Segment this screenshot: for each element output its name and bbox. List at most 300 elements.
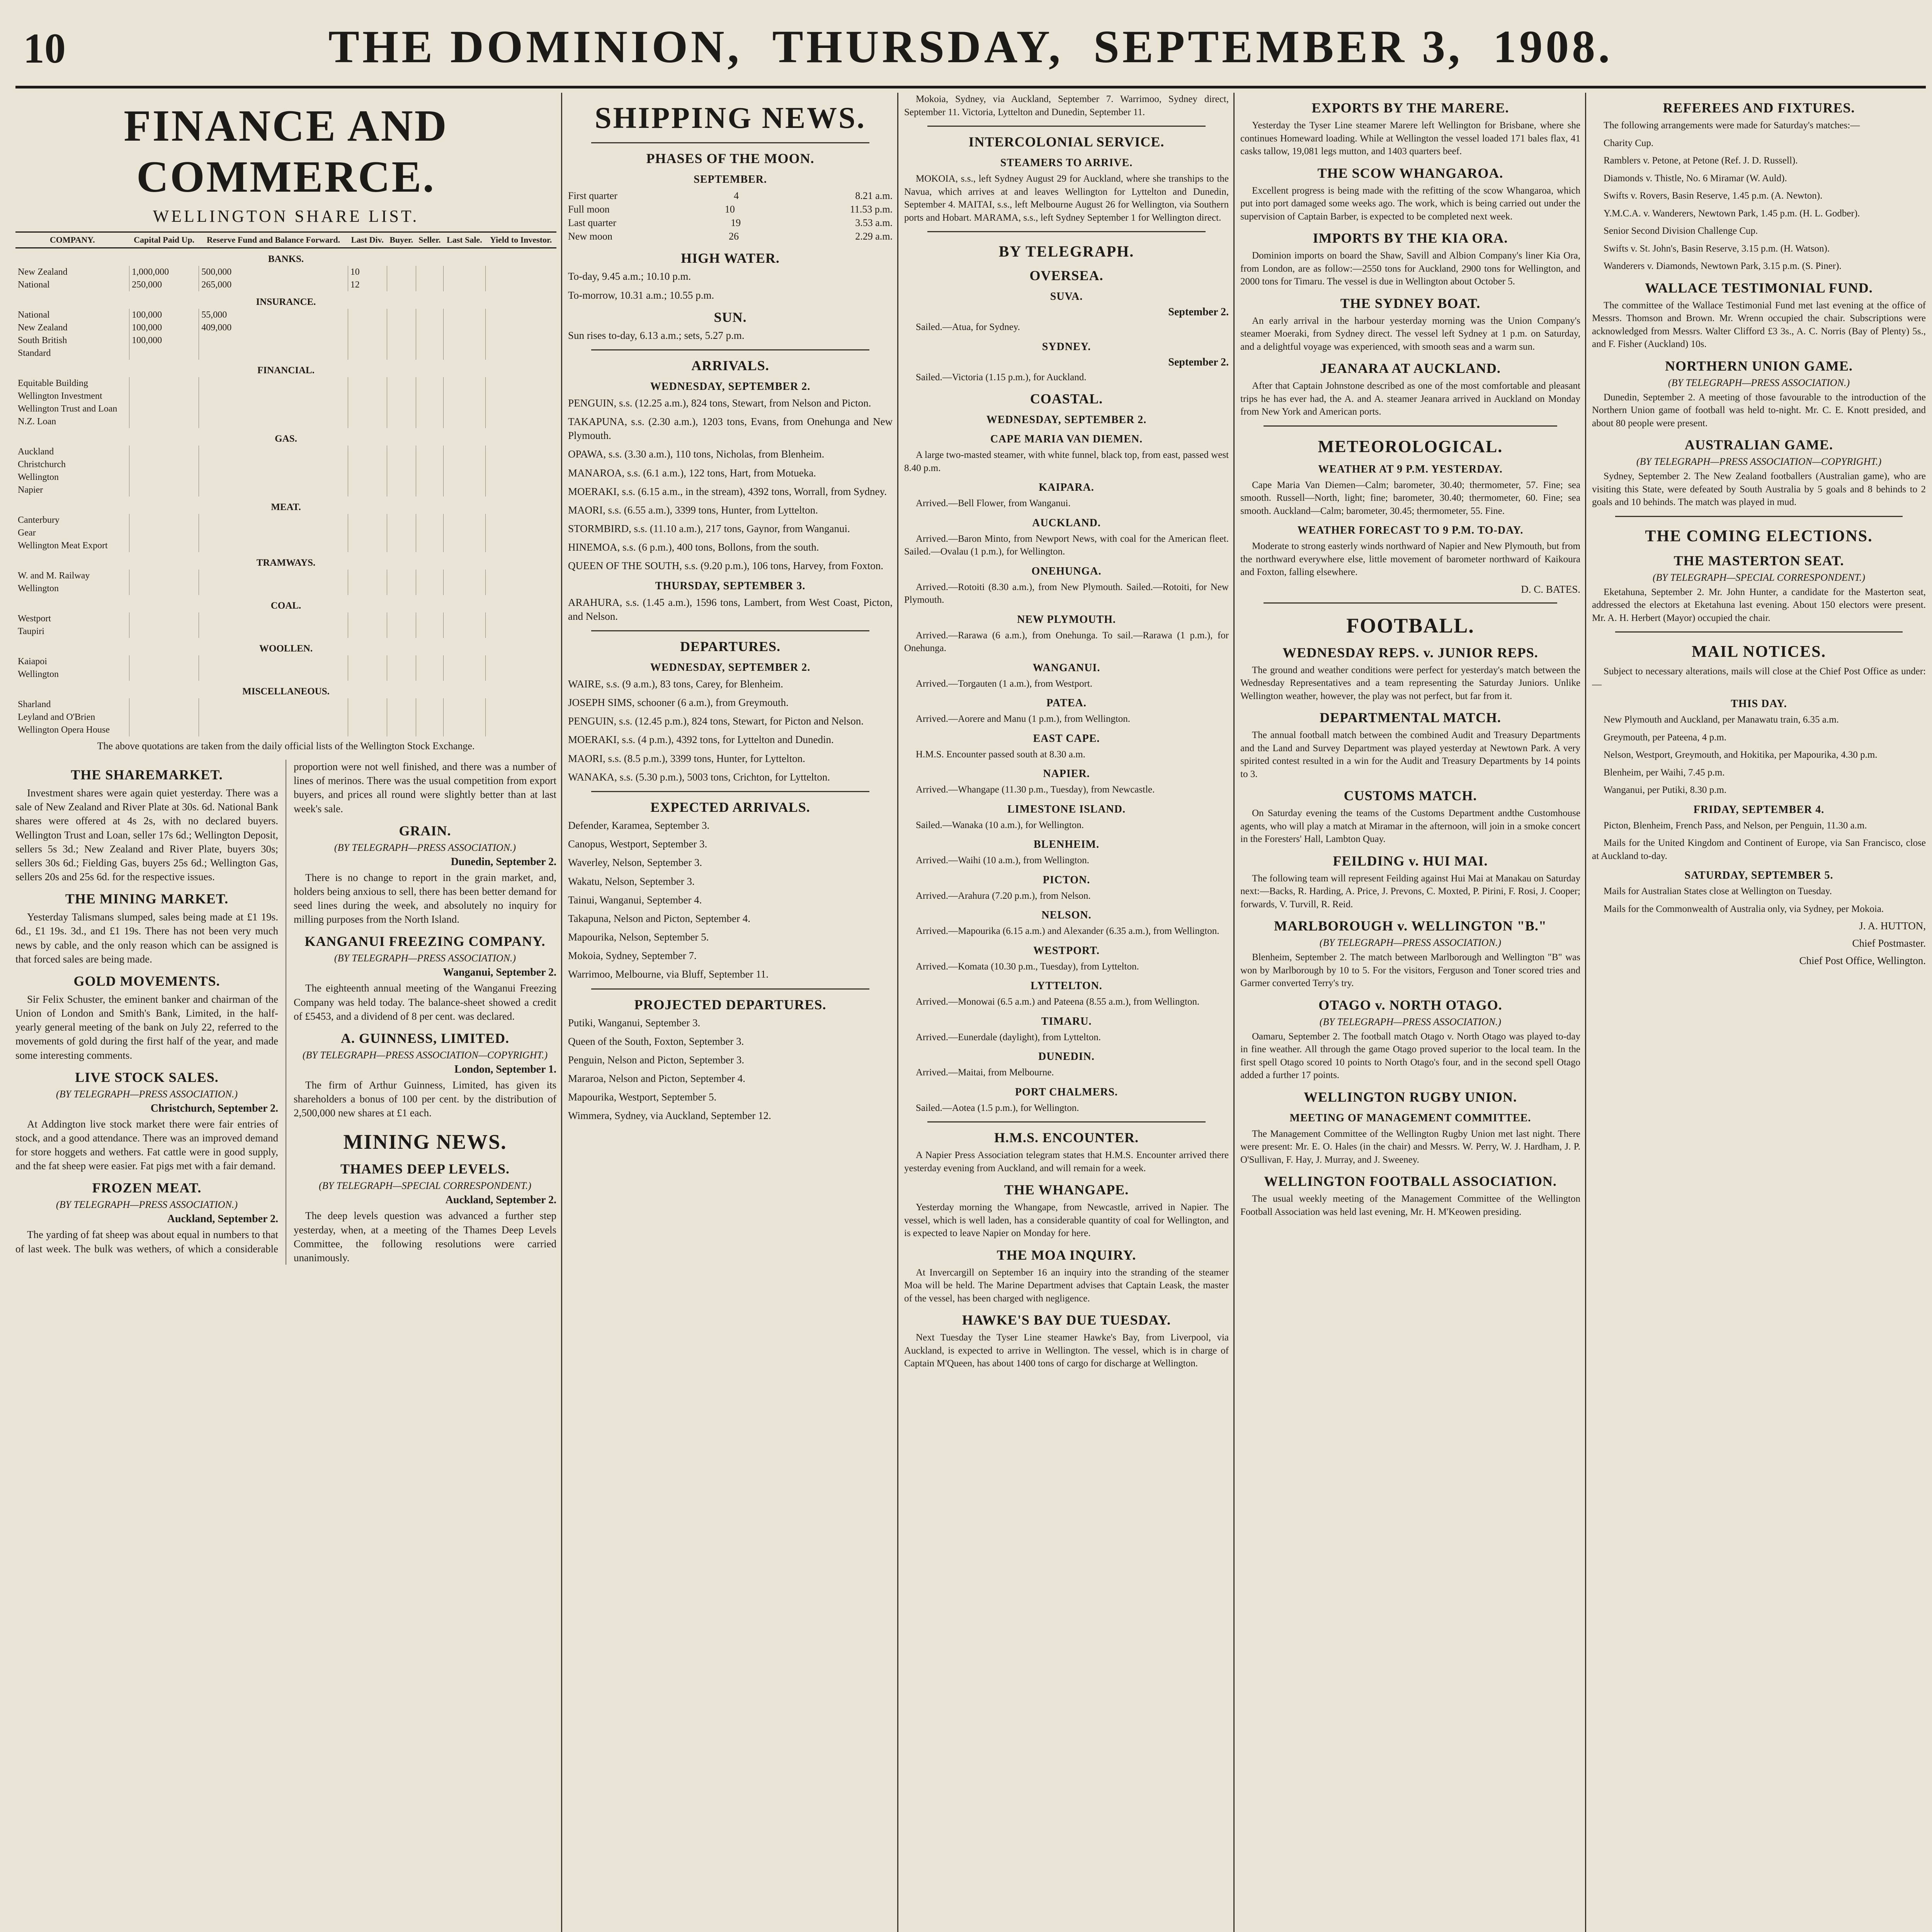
- projected-item: Wimmera, Sydney, via Auckland, September 12.: [568, 1110, 771, 1122]
- share-cell: [387, 655, 416, 668]
- share-cell: Wellington: [18, 472, 59, 482]
- arrival-item: MOERAKI, s.s. (6.15 a.m., in the stream), 4392 tons, Worrall, from Sydney.: [568, 485, 887, 497]
- moa-title: THE MOA INQUIRY.: [997, 1247, 1136, 1263]
- moon-phase-row: [568, 202, 893, 216]
- share-cell: Canterbury: [18, 515, 60, 525]
- departures-date: WEDNESDAY, SEPTEMBER 2.: [650, 661, 811, 673]
- share-cell: [199, 625, 348, 638]
- projected-item: Putiki, Wanganui, September 3.: [568, 1017, 701, 1029]
- port-report: Arrived.—Mapourika (6.15 a.m.) and Alexander (6.35 a.m.), from Wellington.: [916, 926, 1219, 936]
- share-cell: [485, 514, 556, 527]
- masterton-text: Eketahuna, September 2. Mr. John Hunter, a candidate for the Masterton seat, addressed the electors at Eketahuna last evening. About 150 electors were present. Mr. A. H. Herbert (Mayor) occupied the chair.: [1592, 587, 1926, 623]
- share-row: [15, 377, 556, 390]
- share-cell: [348, 484, 387, 497]
- mail-item: Nelson, Westport, Greymouth, and Hokitika, per Mapourika, 4.30 p.m.: [1604, 750, 1878, 760]
- northern-union-byline: (BY TELEGRAPH—PRESS ASSOCIATION.): [1668, 377, 1850, 388]
- share-cell: South British: [18, 335, 67, 345]
- rugby-union-text: The Management Committee of the Wellington Rugby Union met last night. There were present: Mr. E. O. Hales (in the chair) and Messrs. W. Perry, W. J. Hardham, J. P. O'Sullivan, F. Hay, J. Murray, and J. Sweeney.: [1240, 1128, 1580, 1165]
- share-cell: [443, 570, 485, 582]
- guinness-byline: (BY TELEGRAPH—PRESS ASSOCIATION—COPYRIGHT.): [302, 1049, 548, 1061]
- share-cell: [129, 377, 199, 390]
- share-cell: [485, 321, 556, 334]
- intercolonial-sub: STEAMERS TO ARRIVE.: [1000, 157, 1133, 169]
- share-cell: [129, 527, 199, 539]
- share-cell: Westport: [18, 614, 51, 624]
- share-cell: [387, 266, 416, 279]
- port-name: LYTTELTON.: [1031, 980, 1102, 992]
- share-cell: [485, 403, 556, 415]
- share-cell: [129, 582, 199, 595]
- port-report: Arrived.—Arahura (7.20 p.m.), from Nelson.: [916, 890, 1091, 901]
- mail-notices-title: MAIL NOTICES.: [1691, 643, 1827, 661]
- fixture-item: Charity Cup.: [1604, 138, 1654, 148]
- share-cell: 12: [348, 279, 387, 291]
- share-cell: [348, 655, 387, 668]
- share-cell: Wellington: [18, 583, 59, 594]
- share-cell: [199, 527, 348, 539]
- arrivals-date-2: THURSDAY, SEPTEMBER 3.: [655, 580, 806, 592]
- port-name: PICTON.: [1043, 874, 1090, 886]
- share-cell: [443, 415, 485, 428]
- share-list-title: WELLINGTON SHARE LIST.: [153, 207, 419, 226]
- northern-union-text: Dunedin, September 2. A meeting of those favourable to the introduction of the Northern Union game of football was held to-night. Mr. C. E. Knott presided, and about 80 people were present.: [1592, 392, 1926, 429]
- mining-market-text: Yesterday Talismans slumped, sales being made at £1 19s. 6d., £1 19s. 3d., and £1 19s. There has not been very much news by cable, and the only reason which can be assigned is that forced sales are being made.: [15, 911, 278, 965]
- share-cell: [443, 582, 485, 595]
- suva-date: September 2.: [1168, 306, 1229, 318]
- share-cell: [416, 279, 443, 291]
- arrivals-list-2: [568, 595, 893, 623]
- share-cell: [485, 668, 556, 681]
- kanganui-dateline: Wanganui, September 2.: [443, 966, 556, 979]
- rugby-union-sub: MEETING OF MANAGEMENT COMMITTEE.: [1289, 1112, 1531, 1124]
- encounter-title: H.M.S. ENCOUNTER.: [994, 1130, 1139, 1145]
- sydney-boat-title: THE SYDNEY BOAT.: [1340, 295, 1481, 311]
- port-name: NEW PLYMOUTH.: [1017, 613, 1116, 626]
- arrival-item: HINEMOA, s.s. (6 p.m.), 400 tons, Bollons, from the south.: [568, 541, 819, 553]
- moon-phase-cell: 2.29 a.m.: [855, 231, 893, 242]
- share-cell: [443, 347, 485, 360]
- share-category-row: [15, 291, 556, 309]
- intercolonial-title: INTERCOLONIAL SERVICE.: [968, 134, 1165, 150]
- share-category: GAS.: [275, 434, 297, 444]
- share-cell: [387, 403, 416, 415]
- divider: [1264, 425, 1557, 427]
- share-cell: [387, 724, 416, 736]
- share-cell: [387, 446, 416, 458]
- column-rule: [1233, 93, 1235, 1932]
- projected-item: Mapourika, Westport, September 5.: [568, 1091, 717, 1103]
- share-cell: Standard: [18, 348, 51, 358]
- meteorological-title: METEOROLOGICAL.: [1318, 437, 1503, 456]
- share-row: [15, 347, 556, 360]
- rugby-union-title: WELLINGTON RUGBY UNION.: [1303, 1089, 1517, 1105]
- share-cell: [416, 582, 443, 595]
- kanganui-byline: (BY TELEGRAPH—PRESS ASSOCIATION.): [334, 952, 516, 964]
- projected-continued: Mokoia, Sydney, via Auckland, September 7. Warrimoo, Sydney direct, September 11. Victoria, Lyttelton and Dunedin, September 11.: [904, 94, 1229, 117]
- share-cell: [348, 724, 387, 736]
- share-row: [15, 625, 556, 638]
- expected-item: Warrimoo, Melbourne, via Bluff, September 11.: [568, 968, 769, 980]
- share-cell: [199, 582, 348, 595]
- fixture-item: Wanderers v. Diamonds, Newtown Park, 3.15 p.m. (S. Piner).: [1604, 261, 1842, 271]
- forecast-text: Moderate to strong easterly winds northward of Napier and New Plymouth, but from the northward everywhere else, little movement of barometer northward of Kaikoura and Foxton, falling elsewhere.: [1240, 541, 1580, 577]
- port-report: Arrived.—Rarawa (6 a.m.), from Onehunga. To sail.—Rarawa (1 p.m.), for Onehunga.: [904, 630, 1229, 653]
- share-category-row: [15, 428, 556, 446]
- share-cell: 100,000: [129, 321, 199, 334]
- projected-title: PROJECTED DEPARTURES.: [634, 997, 827, 1012]
- expected-item: Takapuna, Nelson and Picton, September 4.: [568, 912, 750, 924]
- share-cell: 100,000: [129, 309, 199, 321]
- share-cell: [443, 446, 485, 458]
- port-report: Arrived.—Maitai, from Melbourne.: [916, 1067, 1054, 1078]
- customs-text: On Saturday evening the teams of the Customs Department andthe Customhouse agents, who will play a match at Miramar in the afternoon, will join in a smoke concert in the Foresters' Hall, Lambton Quay.: [1240, 808, 1580, 844]
- share-cell: [443, 655, 485, 668]
- divider: [591, 349, 869, 350]
- moon-phase-row: [568, 189, 893, 202]
- share-list-table: [15, 231, 556, 736]
- moon-phase-cell: 19: [731, 217, 741, 229]
- departure-item: JOSEPH SIMS, schooner (6 a.m.), from Greymouth.: [568, 697, 789, 709]
- share-row: [15, 655, 556, 668]
- masthead: [15, 9, 1926, 88]
- share-cell: [485, 655, 556, 668]
- arrival-item: OPAWA, s.s. (3.30 a.m.), 110 tons, Nicholas, from Blenheim.: [568, 448, 825, 460]
- share-cell: [387, 415, 416, 428]
- col-header: Seller.: [416, 232, 443, 248]
- ports-list: [904, 481, 1229, 1114]
- share-cell: [348, 527, 387, 539]
- share-cell: [348, 612, 387, 625]
- share-cell: [485, 458, 556, 471]
- mining-news-title: MINING NEWS.: [343, 1130, 507, 1154]
- gold-title: GOLD MOVEMENTS.: [73, 973, 220, 989]
- expected-item: Defender, Karamea, September 3.: [568, 819, 710, 831]
- port-report: Arrived.—Torgauten (1 a.m.), from Westport.: [916, 678, 1093, 689]
- football-association-text: The usual weekly meeting of the Management Committee of the Wellington Football Association was held last evening, Mr. H. M'Keowen presiding.: [1240, 1194, 1580, 1217]
- port-name: PORT CHALMERS.: [1015, 1086, 1118, 1098]
- share-cell: [485, 484, 556, 497]
- share-cell: [199, 403, 348, 415]
- finance-column: [15, 93, 556, 1932]
- suva-title: SUVA.: [1050, 291, 1083, 303]
- expected-item: Waverley, Nelson, September 3.: [568, 857, 702, 869]
- port-name: KAIPARA.: [1039, 481, 1094, 493]
- forecast-title: WEATHER FORECAST TO 9 P.M. TO-DAY.: [1297, 524, 1524, 536]
- arrivals-date: WEDNESDAY, SEPTEMBER 2.: [650, 380, 811, 393]
- share-cell: [348, 711, 387, 724]
- live-stock-text: At Addington live stock market there were fair entries of stock, and a good attendance. There was an improved demand for store hoggets and wethers. Fat cattle were in good supply, and the fat sheep were easier. Fat pigs met with a fair demand.: [15, 1118, 278, 1172]
- share-cell: [199, 446, 348, 458]
- share-cell: [485, 582, 556, 595]
- share-cell: [416, 347, 443, 360]
- sharemarket-title: THE SHAREMARKET.: [71, 767, 223, 782]
- northern-union-title: NORTHERN UNION GAME.: [1665, 358, 1853, 374]
- share-cell: [485, 347, 556, 360]
- share-row: [15, 484, 556, 497]
- share-cell: [485, 279, 556, 291]
- mail-day-2: FRIDAY, SEPTEMBER 4.: [1693, 803, 1825, 816]
- port-report: Arrived.—Aorere and Manu (1 p.m.), from Wellington.: [916, 714, 1131, 724]
- divider: [591, 630, 869, 631]
- share-category: FINANCIAL.: [257, 365, 315, 376]
- share-cell: Auckland: [18, 447, 54, 457]
- port-name: TIMARU.: [1041, 1015, 1092, 1027]
- post-office: Chief Post Office, Wellington.: [1799, 955, 1926, 966]
- share-category: BANKS.: [268, 254, 304, 264]
- moon-phase-cell: Last quarter: [568, 217, 616, 229]
- weather-text: Cape Maria Van Diemen—Calm; barometer, 30.40; thermometer, 57. Fine; sea smooth. Russell—North, light; fine; barometer, 30.40; thermometer, 60. Fine; sea smooth. Auckland—Calm; barometer, 30.45; thermometer, 55. Fine.: [1240, 480, 1580, 516]
- share-cell: [199, 415, 348, 428]
- share-cell: [348, 514, 387, 527]
- expected-item: Mokoia, Sydney, September 7.: [568, 950, 697, 962]
- share-row: [15, 446, 556, 458]
- kia-ora-text: Dominion imports on board the Shaw, Savill and Albion Company's liner Kia Ora, from London, are as follow:—2550 tons for Auckland, 2900 tons for Wellington, and 2000 tons for Timaru. The vessel is due in Wellington about October 5.: [1240, 250, 1580, 287]
- share-cell: [416, 484, 443, 497]
- share-cell: Gear: [18, 528, 36, 538]
- port-name: AUCKLAND.: [1032, 517, 1101, 529]
- share-row: [15, 458, 556, 471]
- share-row: [15, 415, 556, 428]
- divider: [1264, 602, 1557, 604]
- share-cell: [443, 471, 485, 484]
- share-cell: [485, 698, 556, 711]
- share-cell: [387, 582, 416, 595]
- shipping-notes-column: [1240, 93, 1580, 1932]
- divider: [591, 988, 869, 990]
- share-cell: [416, 458, 443, 471]
- share-row: [15, 471, 556, 484]
- share-category-row: [15, 638, 556, 655]
- share-cell: [416, 309, 443, 321]
- jeanara-text: After that Captain Johnstone described as one of the most comfortable and pleasant trips he has ever had, the A. and A. steamer Jeanara arrived in Auckland on Monday from New York and American ports.: [1240, 381, 1580, 417]
- mail-item: Blenheim, per Waihi, 7.45 p.m.: [1604, 767, 1725, 778]
- share-cell: 500,000: [199, 266, 348, 279]
- projected-list: [568, 1016, 893, 1123]
- share-cell: [485, 612, 556, 625]
- share-row: [15, 334, 556, 347]
- departure-item: PENGUIN, s.s. (12.45 p.m.), 824 tons, Stewart, for Picton and Nelson.: [568, 715, 864, 727]
- share-cell: [129, 570, 199, 582]
- australian-game-text: Sydney, September 2. The New Zealand footballers (Australian game), who are visiting this State, were defeated by South Australia by 5 goals and 8 behinds to 2 goals and 10 behinds. The match was played in mud.: [1592, 471, 1926, 507]
- expected-item: Mapourika, Nelson, September 5.: [568, 931, 709, 943]
- share-cell: [416, 570, 443, 582]
- moon-phases-month: SEPTEMBER.: [694, 173, 767, 185]
- postmaster-title: Chief Postmaster.: [1852, 937, 1926, 949]
- sydney-title: SYDNEY.: [1042, 340, 1091, 353]
- share-category: INSURANCE.: [256, 297, 316, 307]
- grain-byline: (BY TELEGRAPH—PRESS ASSOCIATION.): [334, 842, 516, 853]
- intercolonial-column: [904, 93, 1229, 1932]
- share-row: [15, 390, 556, 403]
- feilding-text: The following team will represent Feilding against Hui Mai at Manakau on Saturday next:—Backs, R. Harding, A. Price, J. Prevons, C. Moxted, P. Pirini, F. Rosi, J. Cooper; forwards, V. Turvill, R. Reid.: [1240, 873, 1580, 910]
- divider: [927, 126, 1206, 127]
- kia-ora-title: IMPORTS BY THE KIA ORA.: [1313, 230, 1508, 246]
- fixture-item: Swifts v. St. John's, Basin Reserve, 3.15 p.m. (H. Watson).: [1604, 243, 1830, 254]
- share-cell: [416, 539, 443, 552]
- share-cell: [443, 668, 485, 681]
- port-name: EAST CAPE.: [1033, 732, 1100, 745]
- departure-item: WANAKA, s.s. (5.30 p.m.), 5003 tons, Crichton, for Lyttelton.: [568, 771, 830, 783]
- intercolonial-text: MOKOIA, s.s., left Sydney August 29 for Auckland, where she tranships to the Navua, which arrives at and leaves Wellington for Lyttelton and Dunedin, September 4. MAITAI, s.s., left Melbourne August 26 for Wellington, via Southern ports and Hobart. MARAMA, s.s., left Sydney September 1 for Wellington direct.: [904, 173, 1229, 223]
- share-cell: [129, 514, 199, 527]
- port-report: Arrived.—Baron Minto, from Newport News, with coal for the American fleet. Sailed.—Ovalau (1 p.m.), for Wellington.: [904, 533, 1229, 557]
- port-report: Arrived.—Rotoiti (8.30 a.m.), from New Plymouth. Sailed.—Rotoiti, for New Plymouth.: [904, 582, 1229, 605]
- share-cell: [416, 471, 443, 484]
- port-report: Arrived.—Monowai (6.5 a.m.) and Pateena (8.55 a.m.), from Wellington.: [916, 997, 1200, 1007]
- fixture-item: Diamonds v. Thistle, No. 6 Miramar (W. Auld).: [1604, 173, 1787, 184]
- share-cell: [387, 527, 416, 539]
- frozen-meat-title: FROZEN MEAT.: [92, 1180, 202, 1196]
- moa-text: At Invercargill on September 16 an inquiry into the stranding of the steamer Moa will be held. The Marine Department advises that Captain Leask, the master of the vessel, has been charged with negligence.: [904, 1267, 1229, 1304]
- share-cell: [416, 514, 443, 527]
- share-cell: [443, 484, 485, 497]
- port-name: BLENHEIM.: [1033, 838, 1100, 850]
- maria-text: A large two-masted steamer, with white funnel, black top, from east, passed west 8.40 p.m.: [904, 450, 1229, 473]
- share-cell: [348, 403, 387, 415]
- share-cell: [348, 625, 387, 638]
- share-cell: 409,000: [199, 321, 348, 334]
- col-header: Last Sale.: [443, 232, 485, 248]
- share-cell: N.Z. Loan: [18, 417, 56, 427]
- coastal-title: COASTAL.: [1030, 391, 1103, 406]
- share-cell: [129, 415, 199, 428]
- moon-phase-cell: 3.53 a.m.: [855, 217, 893, 229]
- port-report: Arrived.—Komata (10.30 p.m., Tuesday), from Lyttelton.: [916, 961, 1139, 972]
- share-cell: [443, 527, 485, 539]
- share-cell: [129, 446, 199, 458]
- divider: [591, 142, 869, 143]
- mail-day-3: SATURDAY, SEPTEMBER 5.: [1684, 869, 1833, 881]
- share-cell: [129, 698, 199, 711]
- fixture-item: Swifts v. Rovers, Basin Reserve, 1.45 p.m. (A. Newton).: [1604, 190, 1823, 201]
- share-cell: [348, 377, 387, 390]
- share-cell: Wellington Investment: [18, 391, 102, 401]
- mail-item: Greymouth, per Pateena, 4 p.m.: [1604, 732, 1726, 743]
- football-heading: FOOTBALL.: [1346, 614, 1475, 637]
- projected-item: Penguin, Nelson and Picton, September 3.: [568, 1054, 744, 1066]
- departure-item: MOERAKI, s.s. (4 p.m.), 4392 tons, for Lyttelton and Dunedin.: [568, 734, 834, 746]
- share-cell: [443, 458, 485, 471]
- port-report: H.M.S. Encounter passed south at 8.30 a.m.: [916, 749, 1085, 760]
- share-cell: [348, 668, 387, 681]
- share-cell: [129, 668, 199, 681]
- moon-phase-list: [568, 189, 893, 243]
- share-category-row: [15, 248, 556, 266]
- mail-item: Wanganui, per Putiki, 8.30 p.m.: [1604, 785, 1727, 795]
- share-cell: New Zealand: [18, 323, 68, 333]
- share-category-row: [15, 681, 556, 698]
- column-rule: [897, 93, 898, 1932]
- share-cell: [199, 539, 348, 552]
- shipping-heading: SHIPPING NEWS.: [595, 101, 866, 134]
- port-name: WESTPORT.: [1033, 944, 1100, 957]
- share-cell: [129, 484, 199, 497]
- share-cell: [348, 415, 387, 428]
- mail-item: Mails for the Commonwealth of Australia only, via Sydney, per Mokoia.: [1604, 903, 1884, 914]
- masterton-byline: (BY TELEGRAPH—SPECIAL CORRESPONDENT.): [1652, 571, 1866, 583]
- share-cell: [387, 539, 416, 552]
- share-cell: National: [18, 310, 50, 320]
- share-cell: [387, 484, 416, 497]
- mail-intro: Subject to necessary alterations, mails will close at the Chief Post Office as under:—: [1592, 666, 1926, 690]
- share-cell: Equitable Building: [18, 378, 88, 388]
- australian-game-byline: (BY TELEGRAPH—PRESS ASSOCIATION—COPYRIGHT.): [1636, 456, 1882, 467]
- mining-news-sub: THAMES DEEP LEVELS.: [340, 1161, 510, 1177]
- share-cell: [416, 403, 443, 415]
- column-rule: [561, 93, 562, 1932]
- moon-phase-cell: 11.53 p.m.: [850, 204, 893, 215]
- share-cell: [199, 484, 348, 497]
- share-cell: [485, 377, 556, 390]
- sydney-text: Sailed.—Victoria (1.15 p.m.), for Auckland.: [916, 372, 1087, 383]
- frozen-meat-dateline: Auckland, September 2.: [167, 1213, 278, 1225]
- sports-mail-column: [1592, 93, 1926, 1932]
- share-cell: [416, 625, 443, 638]
- share-cell: [485, 570, 556, 582]
- mining-news-dateline: Auckland, September 2.: [445, 1194, 556, 1206]
- arrival-item: STORMBIRD, s.s. (11.10 a.m.), 217 tons, Gaynor, from Wanganui.: [568, 523, 850, 535]
- share-cell: [416, 724, 443, 736]
- share-row: [15, 668, 556, 681]
- share-cell: [348, 582, 387, 595]
- share-cell: [129, 471, 199, 484]
- share-cell: [485, 415, 556, 428]
- share-cell: [387, 390, 416, 403]
- share-cell: [199, 698, 348, 711]
- share-table-header: [15, 232, 556, 248]
- share-row: [15, 514, 556, 527]
- divider: [1615, 631, 1903, 633]
- share-cell: [416, 321, 443, 334]
- share-cell: [443, 403, 485, 415]
- share-row: [15, 570, 556, 582]
- share-cell: [485, 446, 556, 458]
- maria-title: CAPE MARIA VAN DIEMEN.: [990, 433, 1143, 445]
- marere-text: Yesterday the Tyser Line steamer Marere left Wellington for Brisbane, where she continues Homeward loading. While at Wellington the vessel loaded 171 bales flax, 41 casks tallow, 19,081 legs mutton, and 1403 quarters beef.: [1240, 120, 1580, 156]
- mail-item: Picton, Blenheim, French Pass, and Nelson, per Penguin, 11.30 a.m.: [1604, 820, 1867, 831]
- share-cell: [387, 570, 416, 582]
- jeanara-title: JEANARA AT AUCKLAND.: [1320, 361, 1501, 376]
- share-cell: [416, 655, 443, 668]
- arrival-item: MANAROA, s.s. (6.1 a.m.), 122 tons, Hart, from Motueka.: [568, 467, 816, 479]
- expected-list: [568, 818, 893, 981]
- fixture-item: Ramblers v. Petone, at Petone (Ref. J. D. Russell).: [1604, 155, 1798, 166]
- moon-phase-cell: Full moon: [568, 204, 610, 215]
- share-cell: [348, 446, 387, 458]
- share-cell: [348, 321, 387, 334]
- share-cell: [199, 471, 348, 484]
- share-row: [15, 266, 556, 279]
- port-name: NAPIER.: [1043, 768, 1090, 780]
- share-cell: [443, 625, 485, 638]
- port-name: PATEA.: [1046, 697, 1087, 709]
- share-category: WOOLLEN.: [259, 643, 313, 654]
- forecast-signature: D. C. BATES.: [1521, 583, 1580, 595]
- sydney-boat-text: An early arrival in the harbour yesterday morning was the Union Company's steamer Moeraki, from Sydney direct. The vessel left Sydney at 1 p.m. on Saturday, and a delightful voyage was experienced, with smooth seas and a warm sun.: [1240, 315, 1580, 352]
- share-cell: 250,000: [129, 279, 199, 291]
- share-category-row: [15, 595, 556, 612]
- share-cell: 265,000: [199, 279, 348, 291]
- col-header: Last Div.: [348, 232, 387, 248]
- share-cell: New Zealand: [18, 267, 68, 277]
- col-header: Reserve Fund and Balance Forward.: [199, 232, 348, 248]
- share-cell: [199, 377, 348, 390]
- share-cell: [485, 334, 556, 347]
- share-cell: [348, 458, 387, 471]
- hawkes-text: Next Tuesday the Tyser Line steamer Hawke's Bay, from Liverpool, via Auckland, is expected to arrive in Wellington. The vessel, which is in charge of Captain M'Queen, has about 1400 tons of cargo for discharge at Wellington.: [904, 1332, 1229, 1369]
- share-cell: [443, 266, 485, 279]
- port-report: Arrived.—Eunerdale (daylight), from Lyttelton.: [916, 1032, 1101, 1043]
